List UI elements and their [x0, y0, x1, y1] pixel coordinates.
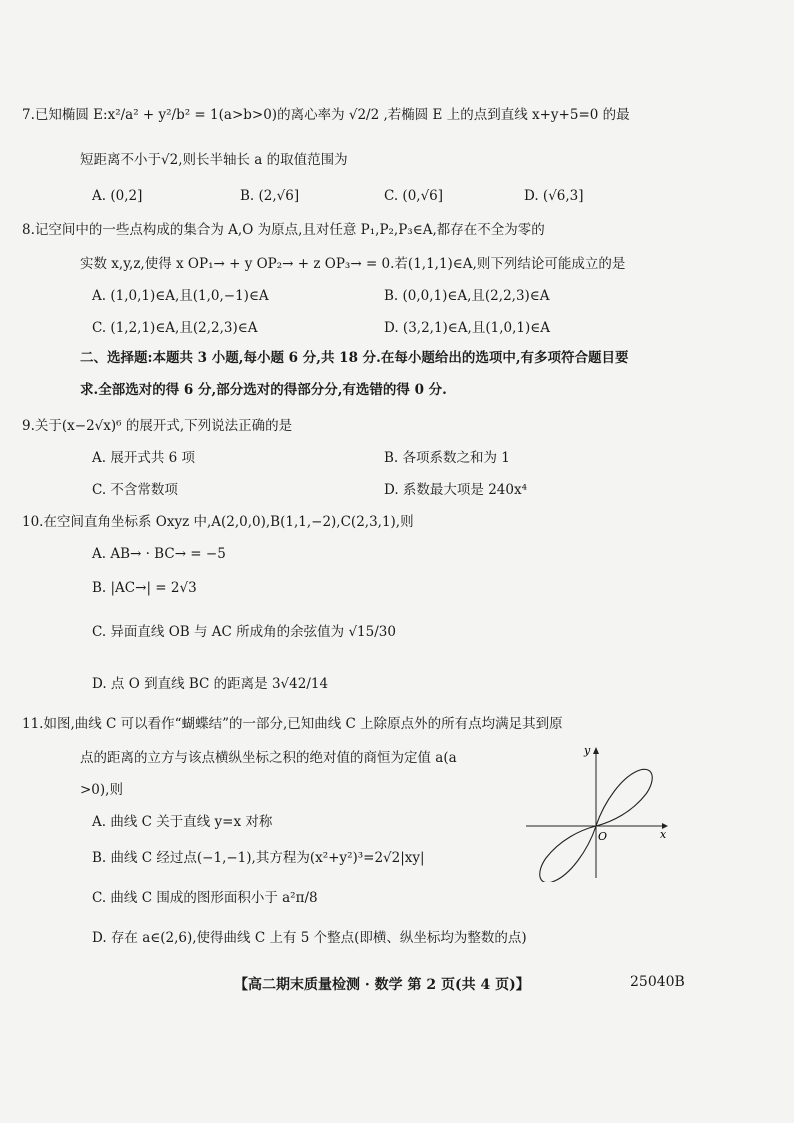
footer-title: 【高二期末质量检测 · 数学 第 2 页(共 4 页)】 — [234, 977, 530, 993]
q11-option-a: A. 曲线 C 关于直线 y=x 对称 — [92, 814, 273, 830]
q11-line-3: >0),则 — [80, 782, 123, 798]
q9-option-d: D. 系数最大项是 240x⁴ — [384, 482, 528, 498]
curve-lobe-first-quadrant — [596, 769, 652, 826]
q7-option-a: A. (0,2] — [92, 188, 143, 204]
q11-option-d: D. 存在 a∈(2,6),使得曲线 C 上有 5 个整点(即横、纵坐标均为整数的点) — [92, 930, 527, 946]
q9-option-a: A. 展开式共 6 项 — [92, 450, 196, 466]
q7-option-c: C. (0,√6] — [384, 188, 444, 204]
y-axis-arrow — [593, 747, 599, 754]
q7-line-2: 短距离不小于√2,则长半轴长 a 的取值范围为 — [80, 152, 348, 168]
q10-option-d: D. 点 O 到直线 BC 的距离是 3√42/14 — [92, 676, 329, 692]
q7-option-b: B. (2,√6] — [240, 188, 300, 204]
q8-option-c: C. (1,2,1)∈A,且(2,2,3)∈A — [92, 320, 258, 336]
curve-lobe-third-quadrant — [540, 826, 596, 882]
q9-option-b: B. 各项系数之和为 1 — [384, 450, 510, 466]
q10-option-c: C. 异面直线 OB 与 AC 所成角的余弦值为 √15/30 — [92, 624, 396, 640]
q11-figure — [522, 742, 672, 882]
q8-option-b: B. (0,0,1)∈A,且(2,2,3)∈A — [384, 288, 550, 304]
q7-option-d: D. (√6,3] — [524, 188, 584, 204]
q8-line-2: 实数 x,y,z,使得 x OP₁→ + y OP₂→ + z OP₃→ = 0.若(1,1,1)∈A,则下列结论可能成立的是 — [80, 256, 626, 272]
q8-option-d: D. (3,2,1)∈A,且(1,0,1)∈A — [384, 320, 550, 336]
section2-line-1: 二、选择题:本题共 3 小题,每小题 6 分,共 18 分.在每小题给出的选项中,有多项符合题目要 — [80, 350, 629, 366]
y-axis-label: y — [584, 744, 591, 757]
footer-code: 25040B — [630, 974, 685, 990]
x-axis-label: x — [660, 828, 667, 841]
q11-option-c: C. 曲线 C 围成的图形面积小于 a²π/8 — [92, 890, 318, 906]
q11-line-2: 点的距离的立方与该点横纵坐标之积的绝对值的商恒为定值 a(a — [80, 750, 457, 766]
q8-line-1: 8.记空间中的一些点构成的集合为 A,O 为原点,且对任意 P₁,P₂,P₃∈A,都存在不全为零的 — [22, 222, 545, 238]
q10-stem: 10.在空间直角坐标系 Oxyz 中,A(2,0,0),B(1,1,−2),C(2,3,1),则 — [22, 514, 414, 530]
q8-option-a: A. (1,0,1)∈A,且(1,0,−1)∈A — [92, 288, 269, 304]
origin-label: O — [598, 830, 608, 843]
q10-option-b: B. |AC→| = 2√3 — [92, 580, 197, 596]
q7-line-1: 7.已知椭圆 E:x²/a² + y²/b² = 1(a>b>0)的离心率为 √2/2 ,若椭圆 E 上的点到直线 x+y+5=0 的最 — [22, 107, 630, 123]
q9-option-c: C. 不含常数项 — [92, 482, 178, 498]
q9-stem: 9.关于(x−2√x)⁶ 的展开式,下列说法正确的是 — [22, 418, 293, 434]
q11-option-b: B. 曲线 C 经过点(−1,−1),其方程为(x²+y²)³=2√2|xy| — [92, 850, 425, 866]
q11-line-1: 11.如图,曲线 C 可以看作“蝴蝶结”的一部分,已知曲线 C 上除原点外的所有点均满足其到原 — [22, 716, 563, 732]
section2-line-2: 求.全部选对的得 6 分,部分选对的得部分分,有选错的得 0 分. — [80, 382, 447, 398]
q10-option-a: A. AB→ · BC→ = −5 — [92, 546, 226, 562]
